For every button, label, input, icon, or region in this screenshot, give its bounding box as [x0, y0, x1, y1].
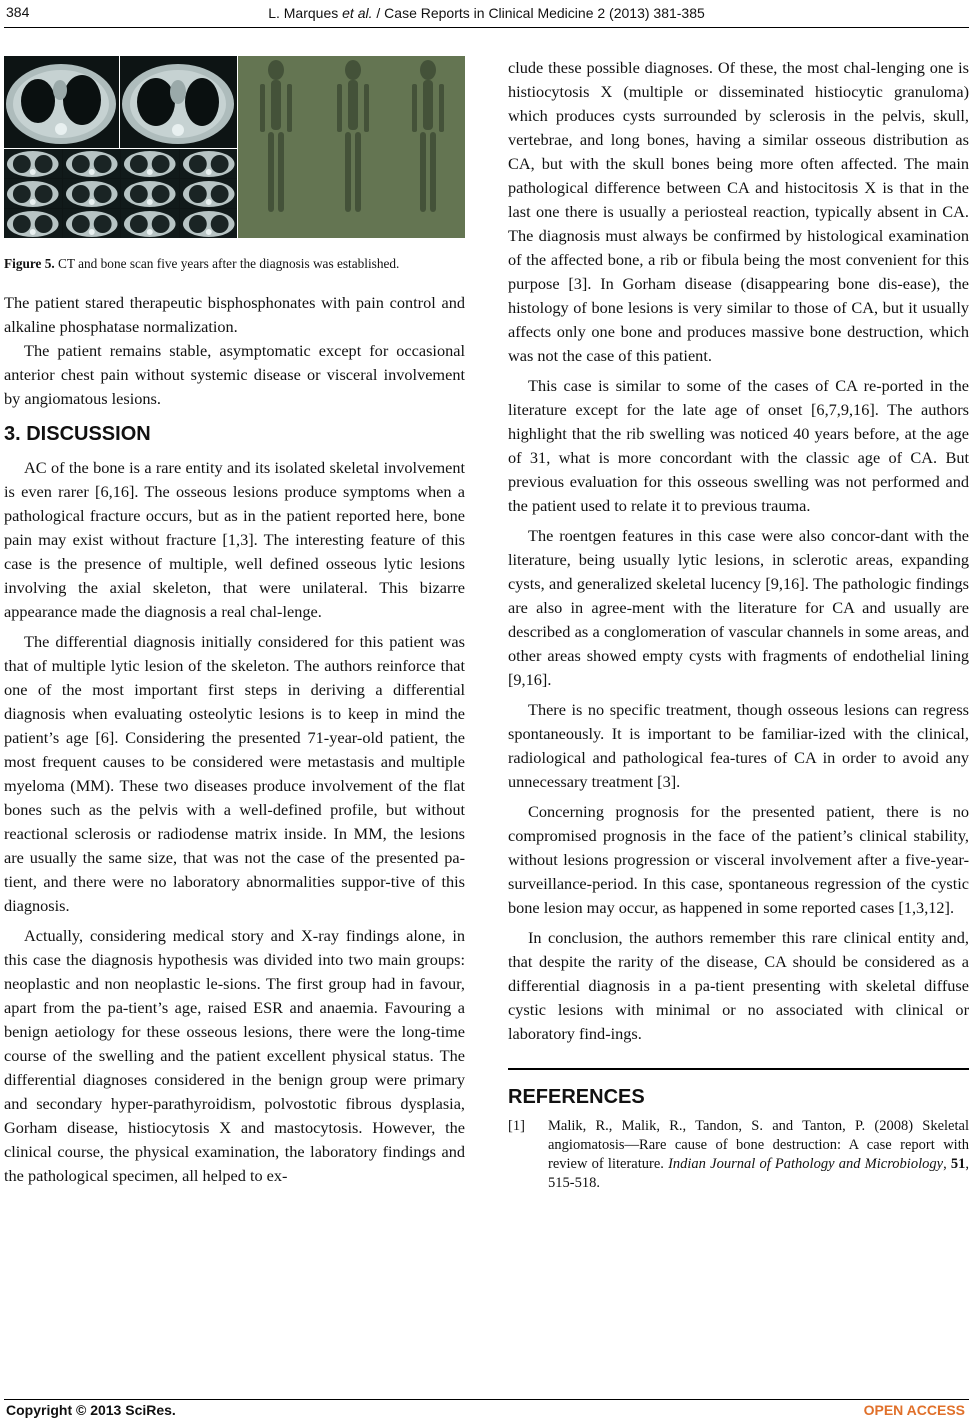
reference-number: [1] — [508, 1118, 525, 1134]
body-paragraph: Concerning prognosis for the presented patient, there is no compromised prognosis in the face of the patient’s clinical stability, without lesions progression or visceral involvement after a five-year-surveillance-period. In this case, spontaneous regression of the cystic bone lesion may occur, as happened in some reported cases [1,3,12]. — [508, 802, 969, 917]
ct-slice-thumbnail — [121, 179, 179, 208]
ct-slice-thumbnail — [63, 179, 121, 208]
body-paragraph: clude these possible diagnoses. Of these, the most chal-lenging one is histiocytosis X (multiple or disseminated histiocytic granuloma) which produces cysts surrounded by sclerosis in the pelvis, skull, vertebrae, and long bones, having a similar osseous distribution as CA, but with the skull bones being more often affected. The main pathological difference between CA and histocitosis X is that in the last one there is usually a periosteal reaction, typically absent in CA. The diagnosis must always be confirmed by histological examination of the affected bone, a rib or fibula being the most convenient for this purpose [3]. In Gorham disease (disappearing bone dis-ease), the histology of bone lesions is very similar to those of CA, but it usually affects only one bone and produces massive bone destruction, which was not the case of this patient. — [508, 58, 969, 365]
footer-rule — [4, 1399, 969, 1400]
ct-scan-image — [4, 56, 119, 148]
open-access-badge: OPEN ACCESS — [863, 1402, 965, 1418]
body-paragraph: AC of the bone is a rare entity and its isolated skeletal involvement is even rarer [6,16]. The osseous lesions produce symptoms when a pathological fracture occurs, but as in the patient reported here, bone pain may exist without fracture [1,3]. The interesting feature of this case is the presence of multiple, well defined osseous lytic lesions involving the axial skeleton, that were unilateral. This bizarre appearance made the diagnosis a real chal-lenge. — [4, 458, 465, 621]
body-paragraph: This case is similar to some of the cases of CA re-ported in the literature except for the late age of onset [6,7,9,16]. The authors highlight that the rib swelling was noticed 40 years before, at the age of 31, what is more concordant with the classic age of CA. But previous evaluation for this osseous swelling was not performed and the patient used to relate it to previous trauma. — [508, 376, 969, 515]
body-paragraph: In conclusion, the authors remember this rare clinical entity and, that despite the rarity of the disease, CA should be considered as a differential diagnosis in a pa-tient presenting with skeletal diffuse cystic lesions with minimal or no associated with clinical or laboratory find-ings. — [508, 928, 969, 1043]
reference-body: Malik, R., Malik, R., Tandon, S. and Tanton, P. (2008) Skeletal angiomatosis—Rare cause of bone destruction: A case report with review of literature. — [548, 1118, 969, 1172]
ct-slice-thumbnail — [180, 179, 238, 208]
section-heading-discussion: 3. DISCUSSION — [4, 423, 151, 445]
page-number: 384 — [6, 4, 30, 20]
references-rule — [508, 1068, 969, 1070]
ct-slice-thumbnail — [4, 149, 62, 178]
page-footer — [0, 1399, 973, 1419]
ct-slice-thumbnail — [121, 149, 179, 178]
header-journal: / Case Reports in Clinical Medicine 2 (2013) 381-385 — [372, 5, 705, 21]
ct-slice-thumbnail — [180, 149, 238, 178]
body-paragraph: There is no specific treatment, though osseous lesions can regress spontaneously. It is important to be familiar-ized with the clinical, radiological and pathological fea-tures of CA in order to avoid any unnecessary treatment [3]. — [508, 700, 969, 791]
ct-slice-thumbnail — [121, 209, 179, 238]
right-column — [508, 56, 969, 1193]
ct-slice-thumbnail — [63, 149, 121, 178]
copyright-notice: Copyright © 2013 SciRes. — [6, 1402, 176, 1418]
header-rule — [4, 27, 969, 28]
reference-journal: Indian Journal of Pathology and Microbiology — [668, 1156, 944, 1172]
body-paragraph: The differential diagnosis initially considered for this patient was that of multiple lytic lesion of the skeleton. The authors reinforce that one of the most important first steps in deriving a differential diagnosis when evaluating osteolytic lesions is to keep in mind the patient’s age [6]. Considering the presented 71-year-old patient, the most frequent causes to be considered were metastasis and multiple myeloma (MM). These two diseases produce involvement of the flat bones such as the pelvis with a well-defined profile, but without reactional sclerosis or radiodense matrix inside. In MM, the lesions are usually the same size, that was not the case of the presented pa-tient, and there were no laboratory abnormalities suppor-tive of this diagnosis. — [4, 632, 465, 915]
reference-item — [508, 1117, 969, 1193]
ct-slice-thumbnail — [180, 209, 238, 238]
running-header — [0, 5, 973, 21]
bone-scan-image — [238, 56, 465, 238]
ct-scan-series — [4, 149, 237, 238]
figure-5-image — [4, 56, 465, 238]
header-authors: L. Marques — [268, 5, 343, 21]
ct-slice-thumbnail — [4, 209, 62, 238]
ct-scan-image — [120, 56, 237, 148]
body-paragraph: Actually, considering medical story and X-ray findings alone, in this case the diagnosis hypothesis was divided into two main groups: neoplastic and non neoplastic le-sions. The first group had in favour, apart from the pa-tient’s age, raised ESR and anaemia. Favouring a benign aetiology for these osseous lesions, there were the long-time course of the swelling and the patient excellent physical status. The differential diagnoses considered in the benign group were primary and secondary hyper-parathyroidism, polvostotic fibrous dysplasia, Gorham disease, histiocytosis X and mastocytosis. However, the clinical course, the physical examination, the laboratory findings and the pathological specimen, all helped to ex- — [4, 926, 465, 1185]
references-heading: REFERENCES — [508, 1086, 645, 1108]
ct-slice-thumbnail — [63, 209, 121, 238]
reference-pages: , 515-518. — [548, 1156, 970, 1191]
body-paragraph: The roentgen features in this case were also concor-dant with the literature, being usually lytic lesions, in sclerotic areas, expanding cysts, and generalized skeletal lucency [9,16]. The pathologic findings are also in agree-ment with the literature for CA and usually are described as a conglomeration of vascular channels in some areas, and other areas showed empty cysts with fragments of endothelial lining [9,16]. — [508, 526, 969, 689]
body-paragraph: The patient stared therapeutic bisphosphonates with pain control and alkaline phosphatase normalization. — [4, 293, 465, 336]
body-paragraph: The patient remains stable, asymptomatic except for occasional anterior chest pain without systemic disease or visceral involvement by angiomatous lesions. — [4, 341, 465, 408]
reference-text — [548, 1117, 969, 1193]
figure-caption-text: CT and bone scan five years after the diagnosis was established. — [54, 256, 400, 271]
figure-caption — [4, 254, 465, 273]
header-et-al: et al. — [342, 5, 373, 21]
figure-label: Figure 5. — [4, 256, 55, 271]
reference-separator: , — [943, 1156, 951, 1172]
page-header — [0, 0, 973, 28]
left-column — [4, 56, 465, 1188]
ct-slice-thumbnail — [4, 179, 62, 208]
reference-volume: 51 — [950, 1156, 966, 1172]
